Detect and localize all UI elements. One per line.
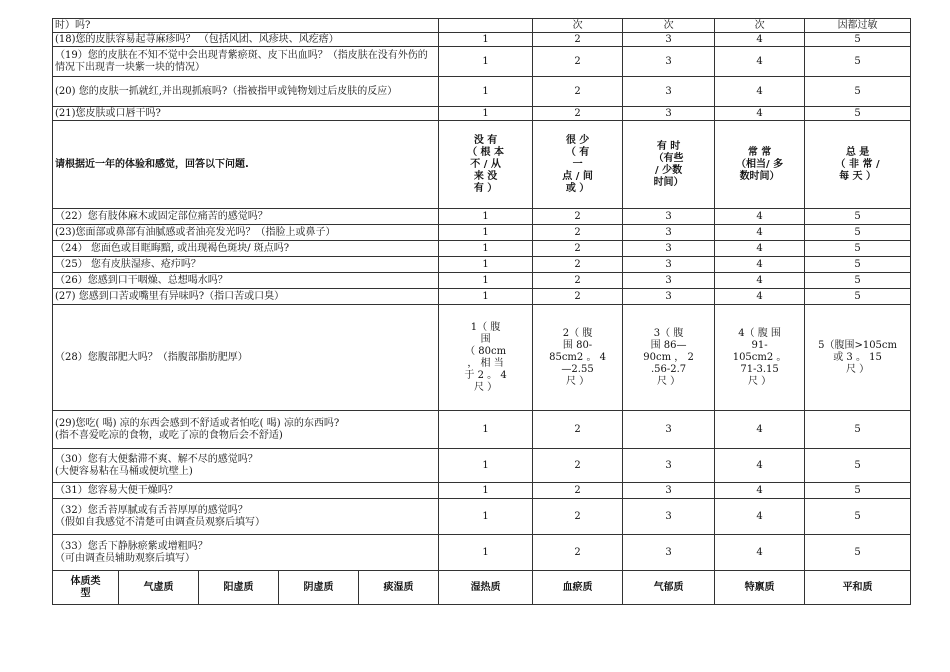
constitution-types-row (53, 571, 911, 605)
option-value-3: 3 (623, 209, 715, 225)
option-value-5: 5 (805, 241, 911, 257)
option-value-1: 1 (439, 257, 533, 273)
questionnaire-table (52, 18, 911, 605)
table-row (53, 273, 911, 289)
scale-option-2: 很 少 （ 有 一 点 / 间 或 ） (533, 121, 623, 209)
option-value-4: 4 (715, 225, 805, 241)
option-value-3: 3 (623, 411, 715, 449)
option-value-4: 4 (715, 535, 805, 571)
option-value-1: 1 (439, 241, 533, 257)
table-row (53, 209, 911, 225)
option-value-4: 4 (715, 483, 805, 499)
question-text: （19）您的皮肤在不知不觉中会出现青紫瘀斑、皮下出血吗？（指皮肤在没有外伤的情况下出现青一块紫一块的情况） (53, 47, 439, 77)
scale-option-1: 没 有 （ 根 本 不 / 从 来 没 有 ） (439, 121, 533, 209)
option-value-4: 4 (715, 499, 805, 535)
option-value-1: 1 (439, 47, 533, 77)
table-row (53, 77, 911, 107)
option-value-3: 3 (623, 77, 715, 107)
constitution-type: 平和质 (805, 571, 911, 605)
option-value-4: 4 (715, 107, 805, 121)
option-value-1: 1 (439, 107, 533, 121)
option-value-1: 1 (439, 449, 533, 483)
option-value-5: 5 (805, 273, 911, 289)
option-value-2: 2 (533, 411, 623, 449)
option-value-1: 1 (439, 209, 533, 225)
option-value-4: 4 (715, 411, 805, 449)
option-value-4: 4 (715, 289, 805, 305)
option-value-5: 5 (805, 77, 911, 107)
instruction-text: 请根据近一年的体验和感觉，回答以下问题. (53, 121, 439, 209)
option-value-1: 1 (439, 77, 533, 107)
option-value-1: 1 (439, 483, 533, 499)
question-text: （30）您有大便黏滞不爽、解不尽的感觉吗？ (大便容易粘在马桶或便坑壁上) (53, 449, 439, 483)
constitution-type: 阳虚质 (199, 571, 279, 605)
option-value-3: 3 (623, 483, 715, 499)
option-value-2: 2 (533, 535, 623, 571)
option-header-fragment: 因都过敏 (805, 19, 911, 33)
constitution-type: 气虚质 (119, 571, 199, 605)
question-text: (27) 您感到口苦或嘴里有异味吗?（指口苦或口臭） (53, 289, 439, 305)
option-value-4: 4 (715, 47, 805, 77)
option-value-1: 1 (439, 535, 533, 571)
option-value-3: 3 (623, 33, 715, 47)
option-value-3: 3 (623, 273, 715, 289)
option-value-4: 4 (715, 33, 805, 47)
option-value-4: 4 (715, 273, 805, 289)
option-value-5: 5 (805, 449, 911, 483)
table-row (53, 241, 911, 257)
scale-option-4: 常 常 （相当/ 多 数时间） (715, 121, 805, 209)
option-value-3: 3 (623, 47, 715, 77)
table-row (53, 499, 911, 535)
option-value-5: 5 (805, 289, 911, 305)
option-value-2: 2 (533, 289, 623, 305)
table-row (53, 47, 911, 77)
option-value-1: 1 (439, 499, 533, 535)
question-text: （31）您容易大便干燥吗？ (53, 483, 439, 499)
constitution-type: 痰湿质 (359, 571, 439, 605)
scale-option-3: 有 时 （有些 / 少数 时间） (623, 121, 715, 209)
question-text: （24） 您面色或目眶晦黯, 或出现褐色斑块/ 斑点吗? (53, 241, 439, 257)
option-value-5: 5 (805, 483, 911, 499)
table-row (53, 33, 911, 47)
option-value-2: 2 (533, 257, 623, 273)
waist-option-5: 5（腹围>105cm 或 3 。 15 尺 ） (805, 305, 911, 411)
option-value-1: 1 (439, 411, 533, 449)
option-value-5: 5 (805, 411, 911, 449)
option-value-2: 2 (533, 47, 623, 77)
option-value-5: 5 (805, 107, 911, 121)
option-header-fragment: 次 (715, 19, 805, 33)
question-text: (23)您面部或鼻部有油腻感或者油亮发光吗？（指脸上或鼻子） (53, 225, 439, 241)
option-value-1: 1 (439, 289, 533, 305)
table-row (53, 535, 911, 571)
waist-option-1: 1（ 腹 围 （ 80cm ， 相 当 于 2 。 4 尺 ） (439, 305, 533, 411)
answer-scale-header (53, 121, 911, 209)
waist-option-4: 4（ 腹 围 91- 105cm2 。 71-3.15 尺 ） (715, 305, 805, 411)
option-value-4: 4 (715, 449, 805, 483)
question-text: 时）吗? (53, 19, 439, 33)
question-text: (21)您皮肤或口唇干吗? (53, 107, 439, 121)
option-value-3: 3 (623, 449, 715, 483)
scale-option-5: 总 是 （ 非 常 / 每 天 ） (805, 121, 911, 209)
option-header-fragment (439, 19, 533, 33)
question-text: （28）您腹部肥大吗？（指腹部脂肪肥厚） (53, 305, 439, 411)
option-value-2: 2 (533, 449, 623, 483)
option-value-2: 2 (533, 499, 623, 535)
table-row (53, 483, 911, 499)
option-value-2: 2 (533, 241, 623, 257)
constitution-type: 气郁质 (623, 571, 715, 605)
option-value-4: 4 (715, 257, 805, 273)
option-value-2: 2 (533, 225, 623, 241)
question-text: （25） 您有皮肤湿疹、疮疖吗？ (53, 257, 439, 273)
option-value-4: 4 (715, 77, 805, 107)
option-value-5: 5 (805, 499, 911, 535)
option-value-3: 3 (623, 241, 715, 257)
constitution-type: 湿热质 (439, 571, 533, 605)
option-value-5: 5 (805, 47, 911, 77)
table-row (53, 225, 911, 241)
option-value-5: 5 (805, 225, 911, 241)
option-value-2: 2 (533, 273, 623, 289)
option-value-3: 3 (623, 257, 715, 273)
waist-option-2: 2（ 腹 围 80- 85cm2 。 4 —2.55 尺 ） (533, 305, 623, 411)
option-value-3: 3 (623, 107, 715, 121)
option-value-2: 2 (533, 33, 623, 47)
constitution-type: 特禀质 (715, 571, 805, 605)
option-value-3: 3 (623, 535, 715, 571)
option-value-3: 3 (623, 225, 715, 241)
option-header-fragment: 次 (623, 19, 715, 33)
table-row (53, 107, 911, 121)
option-value-1: 1 (439, 273, 533, 289)
option-value-5: 5 (805, 535, 911, 571)
question-text: (29)您吃( 喝) 凉的东西会感到不舒适或者怕吃( 喝) 凉的东西吗? (指不喜爱吃凉的食物，或吃了凉的食物后会不舒适) (53, 411, 439, 449)
option-value-3: 3 (623, 499, 715, 535)
waist-option-3: 3（ 腹 围 86— 90cm ， 2 .56-2.7 尺 ） (623, 305, 715, 411)
option-value-2: 2 (533, 107, 623, 121)
table-row (53, 289, 911, 305)
question-text: （22）您有肢体麻木或固定部位痛苦的感觉吗？ (53, 209, 439, 225)
option-value-1: 1 (439, 225, 533, 241)
question-text: （32）您舌苔厚腻或有舌苔厚厚的感觉吗？ （假如自我感觉不清楚可由调查员观察后填写） (53, 499, 439, 535)
table-row (53, 449, 911, 483)
constitution-type: 血瘀质 (533, 571, 623, 605)
table-row (53, 411, 911, 449)
option-value-5: 5 (805, 209, 911, 225)
question-text: （26）您感到口干咽燥、总想喝水吗？ (53, 273, 439, 289)
option-value-2: 2 (533, 209, 623, 225)
option-value-5: 5 (805, 33, 911, 47)
option-value-1: 1 (439, 33, 533, 47)
table-row (53, 257, 911, 273)
option-value-5: 5 (805, 257, 911, 273)
option-value-2: 2 (533, 483, 623, 499)
question-text: (20) 您的皮肤一抓就红,并出现抓痕吗?（指被指甲或钝物划过后皮肤的反应） (53, 77, 439, 107)
table-row (53, 305, 911, 411)
types-row-label: 体质类 型 (53, 571, 119, 605)
option-value-2: 2 (533, 77, 623, 107)
option-header-fragment: 次 (533, 19, 623, 33)
table-row (53, 19, 911, 33)
option-value-3: 3 (623, 289, 715, 305)
question-text: (18)您的皮肤容易起荨麻疹吗？ （包括风团、风疹块、风疙瘩） (53, 33, 439, 47)
option-value-4: 4 (715, 241, 805, 257)
question-text: （33）您舌下静脉瘀紫或增粗吗？ （可由调查员辅助观察后填写） (53, 535, 439, 571)
option-value-4: 4 (715, 209, 805, 225)
constitution-type: 阴虚质 (279, 571, 359, 605)
